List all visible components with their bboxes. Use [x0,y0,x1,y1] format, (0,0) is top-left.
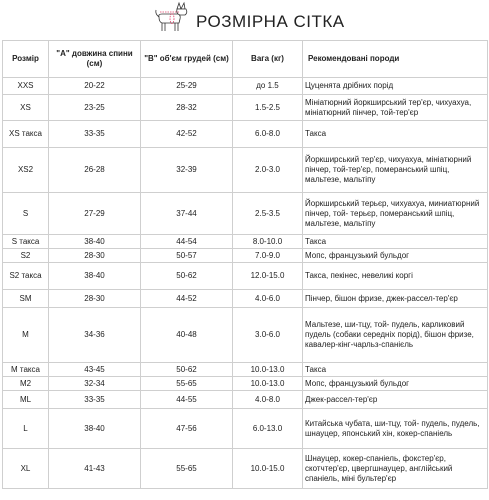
cell-size: S2 такса [3,263,49,290]
cell-weight: 8.0-10.0 [233,235,303,249]
table-row [3,363,488,377]
cell-weight: до 1.5 [233,78,303,95]
cell-breeds: Такса [303,235,488,249]
cell-length: 43-45 [49,363,141,377]
cell-chest: 50-62 [141,363,233,377]
cell-length: 23-25 [49,95,141,121]
cell-breeds: Цуценята дрібних порід [303,78,488,95]
cell-breeds: Мопс, французький бульдог [303,249,488,263]
cell-weight: 2.0-3.0 [233,148,303,193]
cell-length: 26-28 [49,148,141,193]
cell-breeds: Такса [303,363,488,377]
column-header-weight: Вага (кг) [233,41,303,78]
table-row [3,290,488,308]
cell-length: 38-40 [49,235,141,249]
table-row [3,391,488,409]
dog-measurement-icon [150,0,192,34]
cell-breeds: Пінчер, бішон фризе, джек-рассел-тер'єр [303,290,488,308]
cell-breeds: Мальтезе, ши-тцу, той- пудель, карликовий пудель (собаки середніх порід), бішон фризе, кавалер-кінг-чарльз-спанієль [303,308,488,363]
cell-chest: 44-55 [141,391,233,409]
cell-size: XS2 [3,148,49,193]
table-row [3,449,488,489]
cell-size: XL [3,449,49,489]
cell-breeds: Мініатюрний йоркширський тер'єр, чихуахуа, мініатюрний пінчер, той-тер'єр [303,95,488,121]
cell-length: 34-36 [49,308,141,363]
cell-weight: 6.0-13.0 [233,409,303,449]
table-row [3,95,488,121]
cell-size: M [3,308,49,363]
cell-weight: 3.0-6.0 [233,308,303,363]
cell-weight: 4.0-8.0 [233,391,303,409]
table-row [3,121,488,148]
cell-weight: 4.0-6.0 [233,290,303,308]
cell-breeds: Мопс, французький бульдог [303,377,488,391]
table-row [3,148,488,193]
cell-size: SM [3,290,49,308]
cell-size: XXS [3,78,49,95]
cell-weight: 10.0-13.0 [233,363,303,377]
column-header-breeds: Рекомендовані породи [303,41,488,78]
cell-chest: 37-44 [141,193,233,235]
cell-breeds: Такса [303,121,488,148]
cell-breeds: Джек-рассел-тер'єр [303,391,488,409]
cell-chest: 50-62 [141,263,233,290]
cell-breeds: Шнауцер, кокер-спаніель, фокстер'єр, скотчтер'єр, цвергшнауцер, англійський спаніель, міні бультер'єр [303,449,488,489]
cell-breeds: Йоркширський терьєр, чихуахуа, миниатюрний пінчер, той- терьєр, померанський шпіц, мальтезе, мальтіпу [303,193,488,235]
cell-weight: 1.5-2.5 [233,95,303,121]
cell-length: 28-30 [49,249,141,263]
cell-breeds: Такса, пекінес, невеликі коргі [303,263,488,290]
table-row [3,78,488,95]
cell-size: XS такса [3,121,49,148]
cell-weight: 10.0-13.0 [233,377,303,391]
cell-breeds: Китайська чубата, ши-тцу, той- пудель, пудель, шнауцер, японський хін, кокер-спаніель [303,409,488,449]
cell-chest: 50-57 [141,249,233,263]
cell-length: 28-30 [49,290,141,308]
table-row [3,235,488,249]
cell-chest: 42-52 [141,121,233,148]
cell-chest: 28-32 [141,95,233,121]
cell-size: M такса [3,363,49,377]
cell-weight: 2.5-3.5 [233,193,303,235]
cell-weight: 12.0-15.0 [233,263,303,290]
cell-weight: 7.0-9.0 [233,249,303,263]
table-row [3,193,488,235]
cell-size: ML [3,391,49,409]
cell-length: 33-35 [49,391,141,409]
cell-chest: 55-65 [141,449,233,489]
cell-length: 20-22 [49,78,141,95]
cell-weight: 6.0-8.0 [233,121,303,148]
cell-chest: 32-39 [141,148,233,193]
cell-weight: 10.0-15.0 [233,449,303,489]
cell-length: 32-34 [49,377,141,391]
cell-chest: 44-54 [141,235,233,249]
cell-length: 38-40 [49,263,141,290]
cell-length: 38-40 [49,409,141,449]
cell-chest: 44-52 [141,290,233,308]
cell-length: 27-29 [49,193,141,235]
table-row [3,308,488,363]
column-header-back-length: "А" довжина спини (см) [49,41,141,78]
cell-chest: 40-48 [141,308,233,363]
cell-chest: 55-65 [141,377,233,391]
page-title: РОЗМІРНА СІТКА [196,12,345,31]
cell-chest: 25-29 [141,78,233,95]
cell-size: S2 [3,249,49,263]
cell-size: S [3,193,49,235]
size-table [2,40,488,489]
table-row [3,263,488,290]
table-row [3,377,488,391]
column-header-size: Розмір [3,41,49,78]
table-row [3,249,488,263]
cell-size: M2 [3,377,49,391]
cell-size: XS [3,95,49,121]
cell-chest: 47-56 [141,409,233,449]
table-header-row [3,41,488,78]
cell-length: 33-35 [49,121,141,148]
column-header-chest: "В" об'єм грудей (см) [141,41,233,78]
table-row [3,409,488,449]
cell-breeds: Йоркширський тер'єр, чихуахуа, мініатюрний пінчер, той-тер'єр, померанський шпіц, мальтезе, мальтіпу [303,148,488,193]
header [0,0,489,38]
cell-size: L [3,409,49,449]
cell-length: 41-43 [49,449,141,489]
cell-size: S такса [3,235,49,249]
